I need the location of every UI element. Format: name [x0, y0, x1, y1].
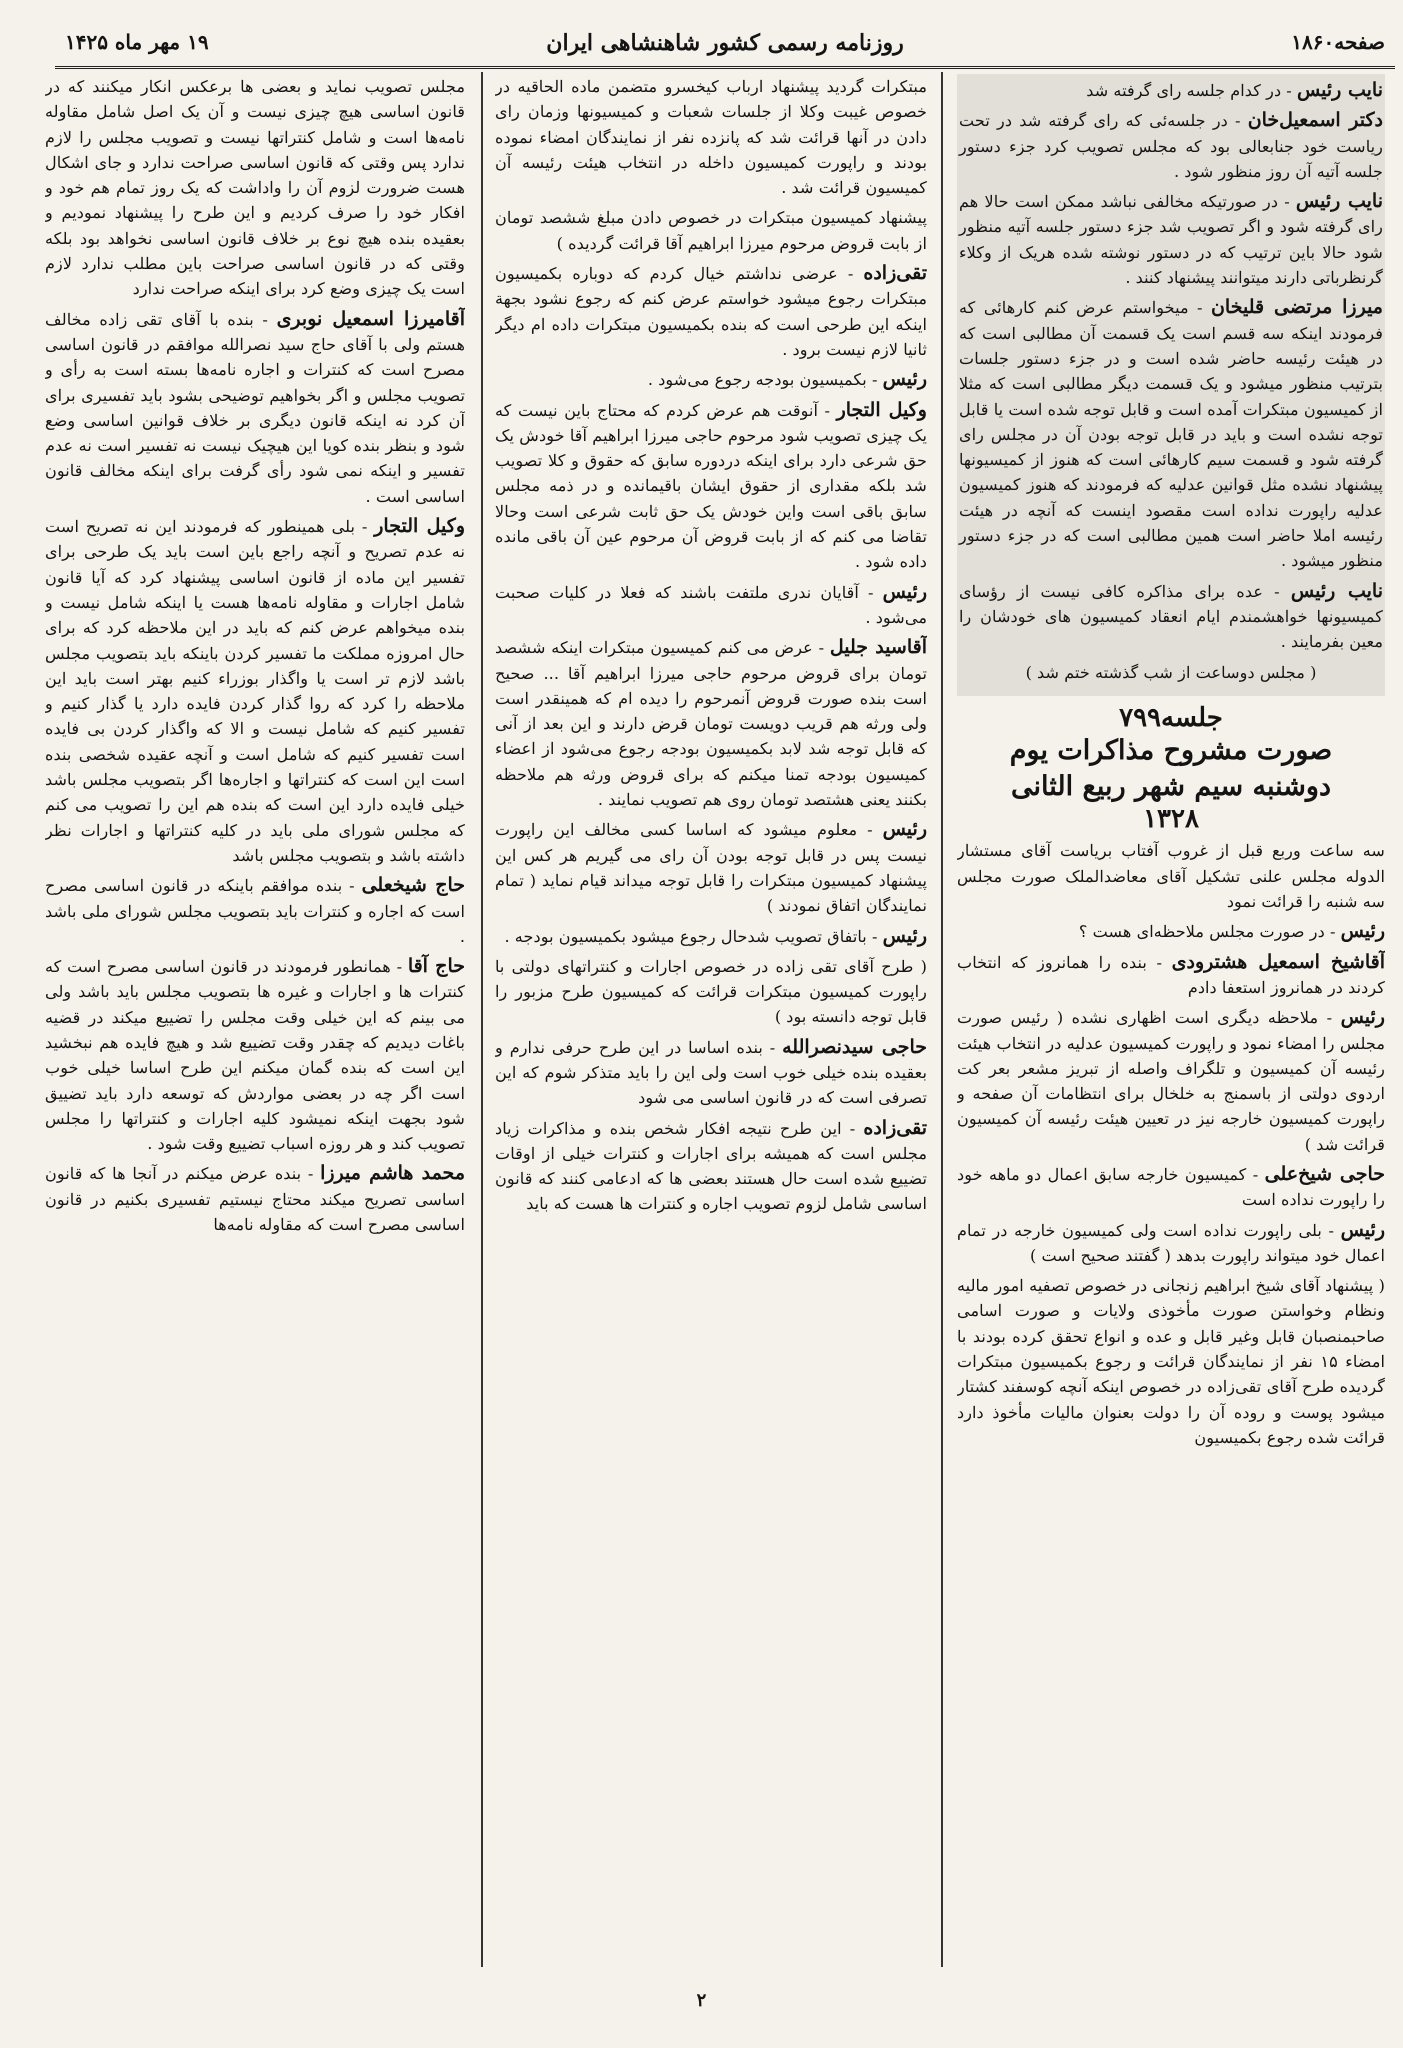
paragraph — [957, 1273, 1385, 1450]
speech: - بلی همینطور که فرمودند این نه تصریح است نه عدم تصریح و آنچه راجع باین است باید یک طرحی برای تفسیر این ماده از قانون اساسی پیشنهاد کرد که آیا قانون شامل اجارات و مقاوله نامه‌ها هست یا اینکه شامل نیست و بنده میخواهم عرض کنم که باید در این ملاحظه کرد که برای حال امروزه مملکت ما تفسیر کردن باینکه باید بتصویب مجلس باشد لازم تر است یا واگذار بوزراء کنیم بهتر است باید این ملاحظه را کرد که روا گذار کردن فایده دارد یا گذار کنیم و تفسیر کنیم که شامل نیست و الا که واگذار کردن بی فایده است تفسیر کنیم که شامل است و آنچه عقیده شخصی بنده است این است که کنتراتها و اجاره‌ها اگر بتصویب مجلس باشد خیلی فایده دارد این است که بنده هم این را تصویب می کنم که مجلس شورای ملی باید در کلیه کنتراتها و اجارات نظر داشته باشد و بتصویب مجلس باشد — [45, 517, 465, 865]
speech: - آنوقت هم عرض کردم که محتاج باین نیست که یک چیزی تصویب شود مرحوم حاجی میرزا ابراهیم آقا خودش یک حق شرعی دارد برای اینکه دردوره سابق که حقوق و کلا تصویب شد بلکه مقداری از حقوق ایشان باقیمانده و در ذمه مجلس سابق باقی است واین خودش یک حق ثابت شرعی است وحالا تقاضا می کنم که از بابت قروض آن مرحوم عین آن باقی مانده داده شود . — [495, 400, 927, 572]
speaker: رئیس — [882, 818, 927, 841]
speech: ( طرح آقای تقی زاده در خصوص اجارات و کنتراتهای دولتی با راپورت کمیسیون مبتکرات قرائت که کمیسیون طرح مزبور را قابل توجه دانسته بود ) — [495, 956, 927, 1027]
paragraph — [959, 108, 1383, 184]
column-divider — [941, 72, 943, 1967]
speech: - آقایان ندری ملتفت باشند که فعلا در کلیات صحبت می‌شود . — [495, 582, 927, 627]
paragraph — [45, 74, 465, 302]
speech: - عرض می کنم کمیسیون مبتکرات اینکه ششصد تومان برای قروض مرحوم حاجی میرزا ابراهیم آقا ... صحیح است بنده صورت قروض آنمرحوم را دیده ام که همینقدر است ولی ورثه هم قریب دویست تومان قرض دارند و این بعد از آنی که قابل توجه شد لابد بکمیسیون بودجه رجوع می‌شود از اعضاء کمیسیون بودجه تمنا میکنم که برای قروض ورثه هم ملاحظه بکنند یعنی هشتصد تومان روی هم تصویب نمایند . — [495, 638, 927, 810]
paragraph — [45, 514, 465, 868]
speech: - این طرح نتیجه افکار شخص بنده و مذاکرات زیاد مجلس است که همیشه برای اجارات و کنترات خیلی از اوقات تضییع شده است حال هستند بعضی ها که ادعامی کنند که قانون اساسی شامل لزوم تصویب اجاره و کنترات ها هست که باید — [495, 1118, 927, 1214]
section-heading: دوشنبه سیم شهر ربیع الثانی — [1011, 771, 1331, 803]
speaker: آقامیرزا اسمعیل نوبری — [276, 307, 465, 330]
speaker: رئیس — [882, 924, 927, 947]
issue-date: ۱۹ مهر ماه ۱۴۲۵ — [65, 30, 209, 54]
speech: - در صورت مجلس ملاحظه‌ای هست ؟ — [1078, 922, 1336, 942]
paragraph — [495, 635, 927, 812]
column-left — [45, 74, 465, 1964]
paragraph — [495, 367, 927, 392]
paragraph — [495, 580, 927, 631]
paragraph — [957, 950, 1385, 1001]
paragraph — [957, 1162, 1385, 1213]
speaker: تقی‌زاده — [863, 262, 927, 285]
paragraph — [495, 74, 927, 200]
page-label: صفحه۱۸۶۰ — [1291, 30, 1385, 54]
speech: - در کدام جلسه رای گرفته شد — [1086, 81, 1292, 100]
paragraph — [495, 398, 927, 575]
speaker: نایب رئیس — [1290, 579, 1383, 602]
speech: - عرضی نداشتم خیال کردم که دوباره بکمیسیون مبتکرات رجوع میشود خواستم عرض کنم که رجوع نشود بجهة اینکه این طرحی است که بنده بکمیسیون مبتکرات داده ام دیگر ثانیا لازم نیست برود . — [495, 264, 927, 359]
speech: - بلی راپورت نداده است ولی کمیسیون خارجه در تمام اعمال خود میتواند راپورت بدهد ( گفتند صحیح است ) — [957, 1220, 1385, 1265]
speaker: رئیس — [882, 580, 927, 603]
speaker: حاجی سیدنصرالله — [782, 1035, 927, 1058]
speaker: آقاشیخ اسمعیل هشترودی — [1171, 950, 1385, 973]
session-close: ( مجلس دوساعت از شب گذشته ختم شد ) — [1025, 662, 1317, 682]
speaker: وکیل التجار — [374, 515, 465, 538]
speech: - کمیسیون خارجه سابق اعمال دو ماهه خود را راپورت نداده است — [957, 1164, 1385, 1210]
speech: - بنده عرض میکنم در آنجا ها که قانون اساسی تصریح میکند محتاج نیستیم تفسیری بکنیم در قانون اساسی مصرح است که مقاوله نامه‌ها — [45, 1164, 465, 1235]
paragraph — [45, 1161, 465, 1237]
speech: ( پیشنهاد آقای شیخ ابراهیم زنجانی در خصوص تصفیه امور مالیه ونظام وخواستن صورت مأخوذی ولایات و صورت اسامی صاحبمنصبان قابل وغیر قابل و عده و انواع تحقق کرده بودند با امضاء ۱۵ نفر از نمایندگان قرائت و رجوع بکمیسیون مبتکرات گردیده طرح آقای تقی‌زاده در خصوص اینکه آنچه کوسفند کشتار میشود پوست و روده آن را دولت بعنوان مالیات مأخوذ دارد قرائت شده رجوع بکمیسیون — [957, 1276, 1385, 1447]
page-header — [55, 26, 1395, 64]
speaker: محمد هاشم میرزا — [320, 1162, 465, 1185]
speaker: حاجی شیخ‌علی — [1264, 1162, 1385, 1185]
speech: - میخواستم عرض کنم کارهائی که فرمودند اینکه سه قسم است یک قسمت آن مطالبی است که در هیئت رئیسه حاضر شده است و در جزء دستور جلسات بترتیب منظور میشود و یک قسمت دیگر مطالبی است که مثلا از کمیسیون مبتکرات آمده است و قابل توجه شده است یا قابل توجه نشده است و باید در قابل توجه بودن آن در مجلس رای گرفته شود و قسمت سیم کارهائی است که هنوز از کمیسیونها پیشنهاد نشده مثل قوانین عدلیه که فرمودند که هنوز کمیسیون عدلیه راپورت نداده است مقصود اینست که آنچه در هیئت رئیسه املا حاضر است همین مطالبی است که در جزء دستور منظور میشود . — [959, 298, 1383, 571]
speaker: رئیس — [1340, 920, 1385, 943]
column-divider — [481, 72, 483, 1967]
speaker: تقی‌زاده — [863, 1116, 927, 1139]
section-heading: صورت مشروح مذاکرات یوم — [1009, 735, 1333, 767]
speaker: دکتر اسمعیل‌خان — [1247, 109, 1383, 132]
speech: - در صورتیکه مخالفی نباشد ممکن است حالا هم رای گرفته شود و اگر تصویب شد جزء دستور جلسه آتیه منظور شود حالا باین ترتیب که در دستور نوشته شده هریک از وکلاء گرنظرباتی دارند میتوانند پیشنهاد کنند . — [959, 192, 1383, 288]
speech: - معلوم میشود که اساسا کسی مخالف این راپورت نیست پس در قابل توجه بودن آن رای می گیریم هر کس این پیشنهاد کمیسیون مبتکرات را قابل توجه میداند قیام نماید ( تمام نمایندگان اتفاق نمودند ) — [495, 820, 927, 916]
paragraph — [959, 78, 1383, 103]
speaker: وکیل التجار — [836, 398, 927, 421]
paragraph — [45, 307, 465, 509]
session-year: ۱۳۲۸ — [1143, 804, 1199, 835]
speech: - ملاحظه دیگری است اظهاری نشده ( رئیس صورت مجلس را امضاء نمود و راپورت کمیسیون عدلیه در انتخاب هیئت رئیسه آن کمیسیون و تلگراف واصله از تبریز مشعر بعر کت اردوی دولتی از باسمنج به خلخال برای انتظامات آن صفحه و راپورت کمیسیون خارجه نیز در تعیین هیئت رئیسه آن کمیسیون قرائت شد ) — [957, 1008, 1385, 1154]
column-right — [957, 74, 1385, 1964]
speech: - همانطور فرمودند در قانون اساسی مصرح است که کنترات ها و اجارات و غیره ها بتصویب مجلس باید باشد ولی می بینم که این خیلی وقت مجلس را تضییع میکند در قضیه باغات دیدیم که چقدر وقت تضییع شد و هیچ فایده هم نبخشید این است که بنده گمان میکنم این طرح اساسا خیلی خوب است اگر چه در بعضی مواردش که توسعه دارد باید تضییق شود بجهت اینکه نمیشود کلیه اجارات و کنتراتها را مجلس تصویب کند و هر روزه اسباب تضییع وقت شود . — [45, 957, 465, 1154]
speech: - بنده را همانروز که انتخاب کردند در همانروز استعفا دادم — [957, 952, 1385, 997]
speech: - باتفاق تصویب شدحال رجوع میشود بکمیسیون بودجه . — [504, 926, 878, 946]
paragraph — [957, 1005, 1385, 1157]
paragraph — [495, 1116, 927, 1217]
speaker: رئیس — [882, 368, 927, 391]
speech: - در جلسه‌ئی که رای گرفته شد در تحت ریاست خود جنابعالی بود که مجلس تصویب کرد جزء دستور جلسه آتیه آن روز منظور شود . — [959, 111, 1383, 181]
speech: - عده برای مذاکره کافی نیست از رؤسای کمیسیونها خواهشمندم ایام انعقاد کمیسیون های خودشان را معین بفرمایند . — [959, 581, 1383, 652]
paragraph — [957, 919, 1385, 944]
speaker: رئیس — [1340, 1006, 1385, 1029]
paragraph — [45, 873, 465, 949]
column-middle — [495, 74, 927, 1964]
paragraph — [959, 579, 1383, 655]
speech: مجلس تصویب نماید و بعضی ها برعکس انکار میکنند که در قانون اساسی هیچ چیزی نیست و آن یک اصل شامل مقاوله نامه‌ها است و شامل کنتراتها نیست و تصویب مجلس را لازم ندارد پس وقتی که قانون اساسی صراحت ندارد و جای اشکال هست ضرورت لزوم آن را واداشت که یک روز تمام هم خود و افکار خود را صرف کردیم و این طرح را پیشنهاد نمودیم و بعقیده بنده هیچ نوع بر خلاف قانون اساسی نخواهد بود بلکه وقتی که در قانون اساسی صراحت باین مطلب ندارد لازم است یک چیزی وضع کرد برای اینکه صراحت ندارد — [45, 77, 465, 299]
paragraph: سه ساعت وربع قبل از غروب آفتاب بریاست آقای مستشار الدوله مجلس علنی تشکیل آقای معاضدالملک صورت مجلس سه شنبه را قرائت نمود — [957, 841, 1385, 912]
header-rule — [55, 66, 1395, 69]
paragraph — [45, 954, 465, 1156]
speaker: رئیس — [1340, 1218, 1385, 1241]
speaker: حاج آقا — [407, 955, 465, 978]
speech: مبتکرات گردید پیشنهاد ارباب کیخسرو متضمن ماده الحاقیه در خصوص غیبت وکلا از جلسات شعبات و کمیسیونها وزمان رای دادن در آنها قرائت شد که پانزده نفر از نمایندگان امضاء نموده بودند و راپورت کمیسیون داخله در انتخاب هیئت رئیسه آن کمیسیون قرائت شد . — [495, 77, 927, 198]
paragraph — [495, 205, 927, 256]
paragraph — [495, 954, 927, 1030]
paragraph — [495, 1035, 927, 1111]
speaker: حاج شیخعلی — [361, 874, 465, 897]
speech: پیشنهاد کمیسیون مبتکرات در خصوص دادن مبلغ ششصد تومان از بابت قروض مرحوم میرزا ابراهیم آقا قرائت گردیده ) — [495, 208, 927, 253]
paragraph — [959, 189, 1383, 290]
speech: - بنده اساسا در این طرح حرفی ندارم و بعقیده بنده خیلی خوب است ولی این را باید متذکر شوم که این تصرفی است که در قانون اساسی می شود — [495, 1037, 927, 1108]
paragraph — [959, 295, 1383, 573]
speaker: نایب رئیس — [1296, 79, 1383, 101]
paragraph — [495, 817, 927, 918]
shaded-block — [957, 74, 1385, 696]
paragraph — [495, 924, 927, 949]
speaker: آقاسید جلیل — [829, 636, 927, 659]
paragraph — [957, 1218, 1385, 1269]
speaker: میرزا مرتضی قلیخان — [1210, 296, 1383, 319]
speech: - بنده موافقم باینکه در قانون اساسی مصرح است که اجاره و کنترات باید بتصویب مجلس شورای ملی باشد . — [45, 876, 465, 946]
paragraph — [495, 261, 927, 362]
session-number: جلسه۷۹۹ — [1119, 702, 1223, 733]
newspaper-title: روزنامه رسمی کشور شاهنشاهی ایران — [546, 30, 904, 56]
page-number: ۲ — [696, 1990, 707, 2011]
speaker: نایب رئیس — [1295, 190, 1383, 213]
speech: - بنده با آقای تقی زاده مخالف هستم ولی با آقای حاج سید نصرالله موافقم در قانون اساسی مصرح است که کنترات و اجاره نامه‌ها بسته است به رأی و تصویب مجلس و اگر بخواهیم توضیحی بشود باید تفسیری برای آن کرد نه اینکه قانون دیگری بر خلاف قوانین اساسی وضع شود و بنظر بنده کویا این هیچیک نیست نه تفسیر است نه عدم تفسیر و اینکه نمی شود رأی گرفت برای اینکه مخالف قانون اساسی است . — [45, 309, 465, 506]
speech: - بکمیسیون بودجه رجوع می‌شود . — [647, 370, 878, 390]
